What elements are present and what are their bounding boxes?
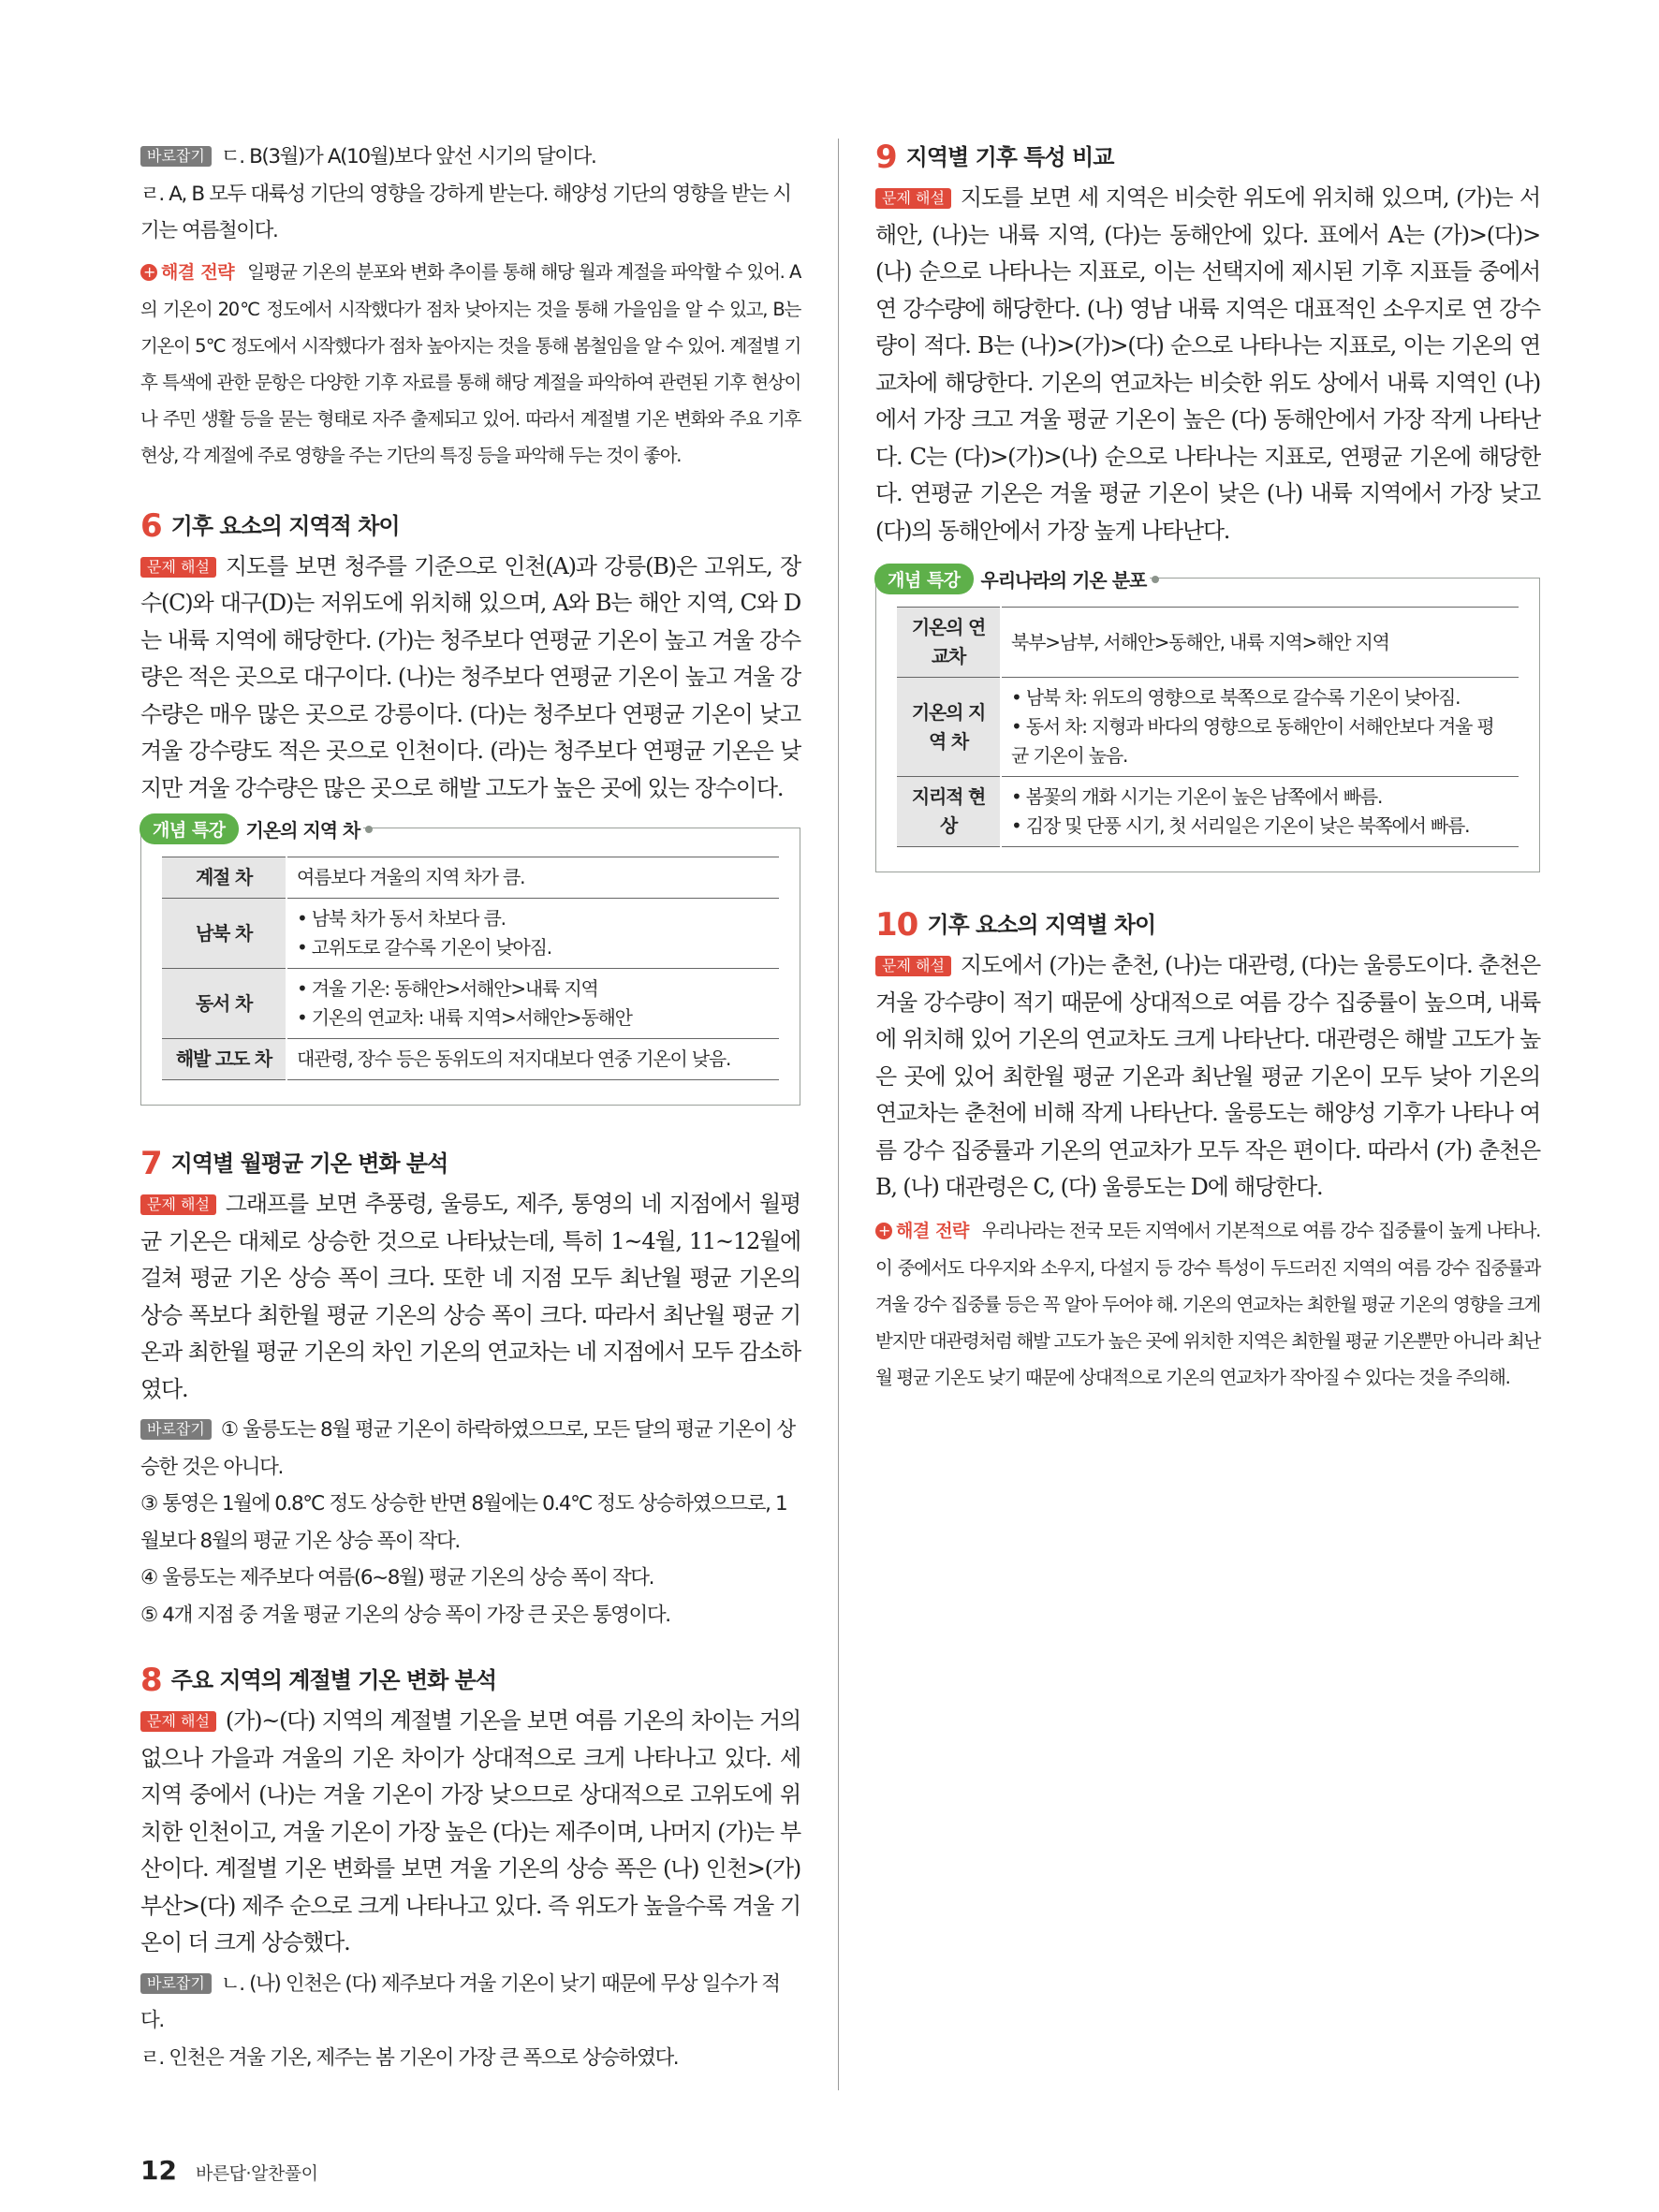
right-column	[875, 139, 1540, 1396]
correction-paragraph: ③ 통영은 1월에 0.8℃ 정도 상승한 반면 8월에는 0.4℃ 정도 상승하였으므로, 1월보다 8월의 평균 기온 상승 폭이 작다.	[140, 1492, 787, 1553]
explanation-tag: 문제 해설	[140, 557, 216, 578]
explanation-tag: 문제 해설	[140, 1711, 216, 1732]
section-title: 7 지역별 월평균 기온 변화 분석	[140, 1145, 448, 1182]
table-row: 해발 고도 차 대관령, 장수 등은 동위도의 저지대보다 연중 기온이 낮음.	[162, 1039, 779, 1080]
explanation-paragraph: 문제 해설 그래프를 보면 추풍령, 울릉도, 제주, 통영의 네 지점에서 월평균 기온은 대체로 상승한 것으로 나타났는데, 특히 1~4월, 11~12월에 걸쳐 평균 기온 상승 폭이 크다. 또한 네 지점 모두 최난월 평균 기온의 상승 폭보다 최한월 평균 기온의 상승 폭이 크다. 따라서 최난월 평균 기온과 최한월 평균 기온의 차인 기온의 연교차는 네 지점에서 모두 감소하였다.	[140, 1191, 800, 1402]
correction-paragraph: ④ 울릉도는 제주보다 여름(6~8월) 평균 기온의 상승 폭이 작다.	[140, 1566, 654, 1589]
concept-title: 우리나라의 기온 분포	[974, 565, 1151, 593]
section-title: 10 기후 요소의 지역별 차이	[875, 906, 1156, 944]
strategy-paragraph: + 해결 전략 일평균 기온의 분포와 변화 추이를 통해 해당 월과 계절을 파악할 수 있어. A의 기온이 20℃ 정도에서 시작했다가 점차 낮아지는 것을 통해 가을임을 알 수 있고, B는 기온이 5℃ 정도에서 시작했다가 점차 높아지는 것을 통해 봄철임을 알 수 있어. 계절별 기후 특색에 관한 문항은 다양한 기후 자료를 통해 해당 계절을 파악하여 관련된 기후 현상이나 주민 생활 등을 묻는 형태로 자주 출제되고 있어. 따라서 계절별 기온 변화와 주요 기후 현상, 각 계절에 주로 영향을 주는 기단의 특징 등을 파악해 두는 것이 좋아.	[140, 260, 801, 466]
section-8	[140, 1662, 800, 2076]
plus-icon: +	[875, 1223, 892, 1239]
section-6	[140, 507, 800, 1106]
table-row: 기온의 연교차 북부>남부, 서해안>동해안, 내륙 지역>해안 지역	[897, 608, 1519, 678]
section-7	[140, 1145, 800, 1633]
correction-paragraph: ㄹ. 인천은 겨울 기온, 제주는 봄 기온이 가장 큰 폭으로 상승하였다.	[140, 2045, 679, 2070]
table-row: 계절 차 여름보다 겨울의 지역 차가 큼.	[162, 857, 779, 899]
concept-title: 기온의 지역 차	[239, 815, 364, 842]
concept-tag: 개념 특강	[139, 813, 239, 844]
concept-box	[875, 569, 1540, 872]
page-number: 12	[140, 2155, 177, 2186]
section-10	[875, 906, 1540, 1396]
explanation-tag: 문제 해설	[875, 188, 951, 209]
table-row: 기온의 지역 차 • 남북 차: 위도의 영향으로 북쪽으로 갈수록 기온이 낮아짐. • 동서 차: 지형과 바다의 영향으로 동해안이 서해안보다 겨울 평균 기온이 높음.	[897, 678, 1519, 777]
correction-tag: 바로잡기	[140, 1973, 212, 1994]
section-title: 6 기후 요소의 지역적 차이	[140, 506, 400, 545]
section-title: 8 주요 지역의 계절별 기온 변화 분석	[140, 1662, 497, 1699]
table-row: 남북 차 • 남북 차가 동서 차보다 큼. • 고위도로 갈수록 기온이 낮아짐.	[162, 899, 779, 969]
correction-paragraph: 바로잡기 ㄴ. (나) 인천은 (다) 제주보다 겨울 기온이 낮기 때문에 무상 일수가 적다.	[140, 1971, 780, 2032]
concept-tag: 개념 특강	[874, 564, 974, 594]
correction-paragraph: 바로잡기 ㄷ. B(3월)가 A(10월)보다 앞선 시기의 달이다.	[140, 139, 800, 176]
strategy-tag: 해결 전략	[161, 261, 235, 283]
correction-paragraph: ㄹ. A, B 모두 대륙성 기단의 영향을 강하게 받는다. 해양성 기단의 영향을 받는 시기는 여름철이다.	[140, 182, 791, 242]
explanation-paragraph: 문제 해설 지도에서 (가)는 춘천, (나)는 대관령, (다)는 울릉도이다. 춘천은 겨울 강수량이 적기 때문에 상대적으로 여름 강수 집중률이 높으며, 내륙에 위치해 있어 기온의 연교차도 크게 나타난다. 대관령은 해발 고도가 높은 곳에 있어 최한월 평균 기온과 최난월 평균 기온이 모두 낮아 기온의 연교차는 춘천에 비해 작게 나타난다. 울릉도는 해양성 기후가 나타나 여름 강수 집중률과 기온의 연교차가 모두 작은 편이다. 따라서 (가) 춘천은 B, (나) 대관령은 C, (다) 울릉도는 D에 해당한다.	[875, 952, 1540, 1200]
dot-icon	[365, 826, 373, 833]
dot-icon	[1152, 576, 1159, 583]
strategy-paragraph: + 해결 전략 우리나라는 전국 모든 지역에서 기본적으로 여름 강수 집중률이 높게 나타나. 이 중에서도 다우지와 소우지, 다설지 등 강수 특성이 두드러진 지역의 여름 강수 집중률과 겨울 강수 집중률 등은 꼭 알아 두어야 해. 기온의 연교차는 최한월 평균 기온의 영향을 크게 받지만 대관령처럼 해발 고도가 높은 곳에 위치한 지역은 최한월 평균 기온뿐만 아니라 최난월 평균 기온도 낮기 때문에 상대적으로 기온의 연교차가 작아질 수 있다는 것을 주의해.	[875, 1219, 1541, 1388]
section-9	[875, 139, 1540, 872]
explanation-paragraph: 문제 해설 지도를 보면 청주를 기준으로 인천(A)과 강릉(B)은 고위도, 장수(C)와 대구(D)는 저위도에 위치해 있으며, A와 B는 해안 지역, C와 D는 내륙 지역에 해당한다. (가)는 청주보다 연평균 기온이 높고 겨울 강수량은 적은 곳으로 대구이다. (나)는 청주보다 연평균 기온이 높고 겨울 강수량은 매우 많은 곳으로 강릉이다. (다)는 청주보다 연평균 기온이 낮고 겨울 강수량도 적은 곳으로 인천이다. (라)는 청주보다 연평균 기온은 낮지만 겨울 강수량은 많은 곳으로 해발 고도가 높은 곳에 있는 장수이다.	[140, 552, 800, 801]
correction-tag: 바로잡기	[140, 1419, 212, 1440]
section-title: 9 지역별 기후 특성 비교	[875, 139, 1114, 176]
plus-icon: +	[140, 264, 157, 281]
footer-title: 바른답·알찬풀이	[195, 2163, 318, 2184]
correction-paragraph: 바로잡기 ① 울릉도는 8월 평균 기온이 하락하였으므로, 모든 달의 평균 기온이 상승한 것은 아니다.	[140, 1418, 795, 1479]
concept-table	[162, 857, 779, 1080]
concept-box	[140, 819, 800, 1106]
column-divider	[838, 139, 839, 2090]
correction-tag: 바로잡기	[140, 146, 212, 167]
concept-table	[897, 607, 1519, 847]
explanation-tag: 문제 해설	[875, 956, 951, 976]
correction-paragraph: ⑤ 4개 지점 중 겨울 평균 기온의 상승 폭이 가장 큰 곳은 통영이다.	[140, 1603, 670, 1627]
explanation-paragraph: 문제 해설 (가)~(다) 지역의 계절별 기온을 보면 여름 기온의 차이는 거의 없으나 가을과 겨울의 기온 차이가 상대적으로 크게 나타나고 있다. 세 지역 중에서 (나)는 겨울 기온이 가장 낮으므로 상대적으로 고위도에 위치한 인천이고, 겨울 기온이 가장 높은 (다)는 제주이며, 나머지 (가)는 부산이다. 계절별 기온 변화를 보면 겨울 기온의 상승 폭은 (나) 인천>(가) 부산>(다) 제주 순으로 크게 나타나고 있다. 즉 위도가 높을수록 겨울 기온이 더 크게 상승했다.	[140, 1707, 800, 1956]
table-row: 지리적 현상 • 봄꽃의 개화 시기는 기온이 높은 남쪽에서 빠름. • 김장 및 단풍 시기, 첫 서리일은 기온이 낮은 북쪽에서 빠름.	[897, 777, 1519, 847]
page-footer	[140, 2155, 318, 2186]
strategy-tag: 해결 전략	[896, 1220, 969, 1241]
left-column	[140, 139, 800, 2076]
table-row: 동서 차 • 겨울 기온: 동해안>서해안>내륙 지역 • 기온의 연교차: 내륙 지역>서해안>동해안	[162, 969, 779, 1039]
explanation-paragraph: 문제 해설 지도를 보면 세 지역은 비슷한 위도에 위치해 있으며, (가)는 서해안, (나)는 내륙 지역, (다)는 동해안에 있다. 표에서 A는 (가)>(다)>(나) 순으로 나타나는 지표로, 이는 선택지에 제시된 기후 지표들 중에서 연 강수량에 해당한다. (나) 영남 내륙 지역은 대표적인 소우지로 연 강수량이 적다. B는 (나)>(가)>(다) 순으로 나타나는 지표로, 이는 기온의 연교차에 해당한다. 기온의 연교차는 비슷한 위도 상에서 내륙 지역인 (나)에서 가장 크고 겨울 평균 기온이 높은 (다) 동해안에서 가장 작게 나타난다. C는 (다)>(가)>(나) 순으로 나타나는 지표로, 연평균 기온에 해당한다. 연평균 기온은 겨울 평균 기온이 낮은 (나) 내륙 지역에서 가장 낮고 (다)의 동해안에서 가장 높게 나타난다.	[875, 184, 1540, 544]
explanation-tag: 문제 해설	[140, 1194, 216, 1215]
